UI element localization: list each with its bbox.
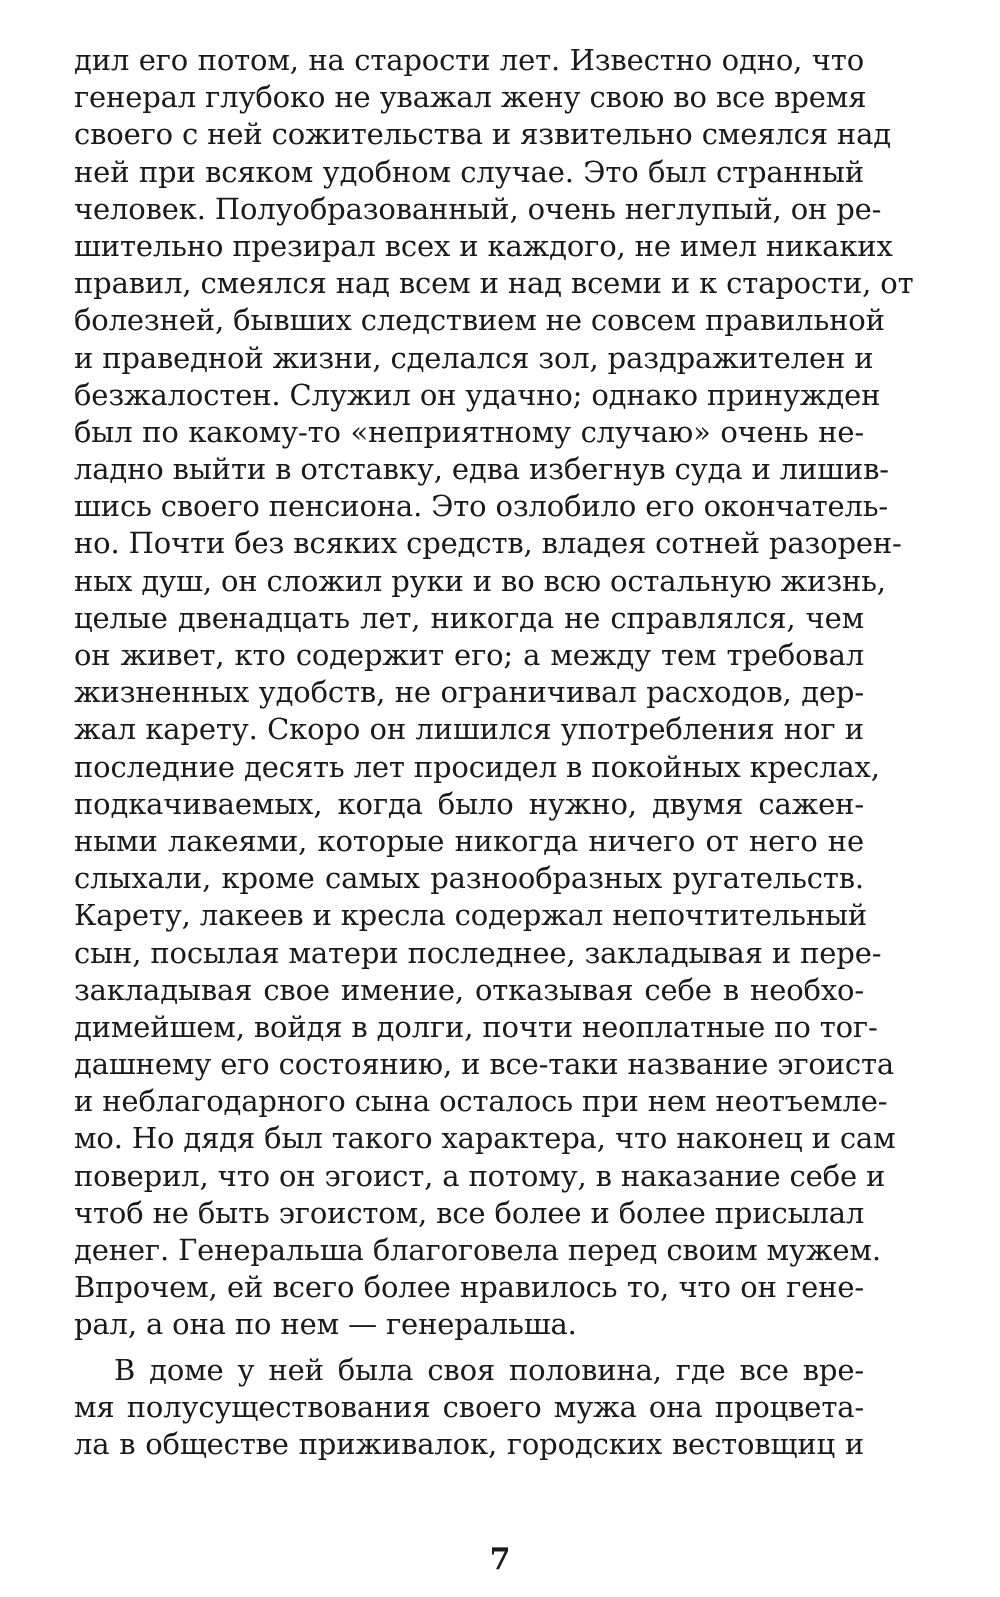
text-line: сын, посылая матери последнее, закладывая и пере-: [74, 935, 882, 970]
text-line: мо. Но дядя был такого характера, что наконец и сам: [74, 1121, 896, 1156]
text-line: целые двенадцать лет, никогда не справлялся, чем: [74, 600, 864, 635]
text-line: жизненных удобств, не ограничивал расходов, дер-: [74, 675, 864, 710]
text-line: Карету, лакеев и кресла содержал непочтительный: [74, 898, 868, 933]
text-line: ными лакеями, которые никогда ничего от него не: [74, 823, 864, 858]
text-line: дил его потом, на старости лет. Известно одно, что: [74, 43, 864, 77]
text-line: но. Почти без всяких средств, владея сотней разорен-: [74, 526, 902, 561]
text-line: подкачиваемых, когда было нужно, двумя сажен-: [74, 786, 864, 821]
text-line: своего с ней сожительства и язвительно смеялся над: [74, 117, 891, 152]
text-line: шительно презирал всех и каждого, не имел никаких: [74, 228, 893, 263]
text-line: генерал глубоко не уважал жену свою во все время: [74, 80, 867, 115]
text-line: и неблагодарного сына осталось при нем неотъемле-: [74, 1084, 888, 1119]
text-line: слыхали, кроме самых разнообразных ругательств.: [74, 861, 864, 896]
text-line: он живет, кто содержит его; а между тем требовал: [74, 638, 864, 672]
text-line: димейшем, войдя в долги, почти неоплатные по тог-: [74, 1009, 878, 1044]
text-line: денег. Генеральша благоговела перед своим мужем.: [74, 1233, 881, 1267]
text-line: человек. Полуобразованный, очень неглупый, он ре-: [74, 191, 882, 226]
text-line: правил, смеялся над всем и над всеми и к старости, от: [74, 266, 914, 301]
text-line: последние десять лет просидел в покойных креслах,: [74, 749, 880, 784]
text-line: В доме у ней была своя половина, где все вре-: [114, 1352, 864, 1387]
text-line: безжалостен. Служил он удачно; однако принужден: [74, 377, 881, 412]
text-line: поверил, что он эгоист, а потому, в наказание себе и: [74, 1158, 886, 1193]
text-line: Впрочем, ей всего более нравилось то, что он гене-: [74, 1270, 864, 1305]
text-line: дашнему его состоянию, и все-таки название эгоиста: [74, 1047, 895, 1082]
text-line: жал карету. Скоро он лишился употребления ног и: [74, 712, 864, 747]
text-line: ней при всяком удобном случае. Это был странный: [74, 154, 864, 189]
text-line: мя полусуществования своего мужа она процвета-: [74, 1389, 864, 1424]
text-line: шись своего пенсиона. Это озлобило его окончатель-: [74, 489, 889, 524]
paragraph-1: [74, 42, 914, 1344]
text-line: закладывая свое имение, отказывая себе в необхо-: [74, 972, 864, 1007]
text-line: рал, а она по нем — генеральша.: [74, 1307, 577, 1342]
text-line: болезней, бывших следствием не совсем правильной: [74, 303, 885, 338]
text-line: ла в обществе приживалок, городских вестовщиц и: [74, 1426, 864, 1461]
page-number: 7: [489, 1542, 511, 1577]
text-line: был по какому-то «неприятному случаю» очень не-: [74, 414, 864, 449]
text-line: чтоб не быть эгоистом, все более и более присылал: [74, 1195, 865, 1230]
text-line: ладно выйти в отставку, едва избегнув суда и лишив-: [74, 452, 889, 487]
text-line: и праведной жизни, сделался зол, раздражителен и: [74, 340, 874, 375]
text-line: ных душ, он сложил руки и во всю остальную жизнь,: [74, 563, 886, 598]
paragraph-gap: [74, 1344, 864, 1352]
body-text: [74, 42, 914, 1463]
paragraph-2: [74, 1352, 864, 1464]
